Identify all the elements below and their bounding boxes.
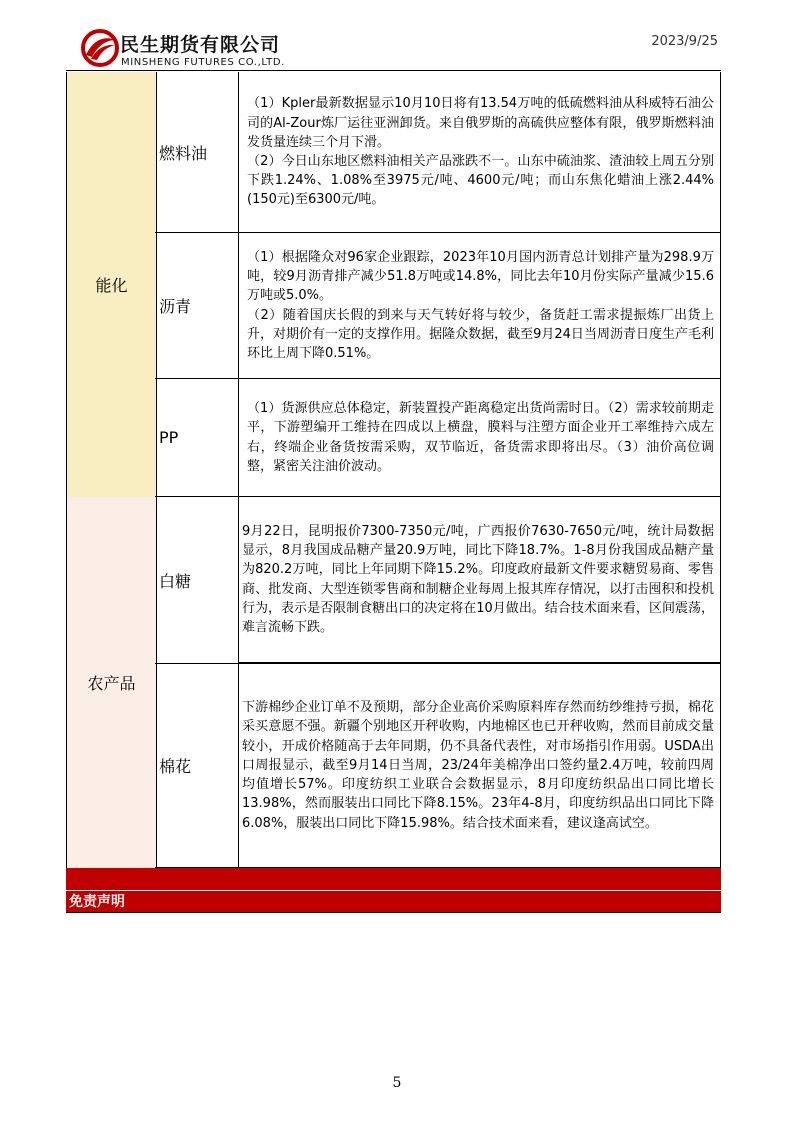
commentary-text: 9月22日，昆明报价7300-7350元/吨，广西报价7630-7650元/吨，统计局数据显示，8月我国成品糖产量20.9万吨，同比下降18.7%。1-8月份我国成品糖产量为820.2万吨，同比上年同期下降15.2%。印度政府最新文件要求糖贸易商、零售商、批发商、大型连锁零售商和制糖企业每周上报其库存情况，以打击囤积和投机行为，表示是否限制食糖出口的决定将在10月做出。结合技术面来看，区间震荡，难言流畅下跌。 bbox=[242, 523, 714, 635]
header-rule bbox=[66, 70, 721, 71]
commentary-pp bbox=[239, 379, 721, 497]
disclaimer-heading: 免责声明 bbox=[66, 891, 721, 913]
product-pp: PP bbox=[155, 379, 239, 497]
commentary-text: （1）根据隆众对96家企业跟踪，2023年10月国内沥青总计划排产量为298.9万吨，较9月沥青排产减少51.8万吨或14.8%，同比去年10月份实际产量减少15.6万吨或5.0%。 （2）随着国庆长假的到来与天气转好将与较少，备货赶工需求提振炼厂出货上升，对期价有一定的支撑作用。据隆众数据，截至9月24日当周沥青日度生产毛利环比上周下降0.51%。 bbox=[247, 249, 714, 361]
commentary-text: （1）货源供应总体稳定，新装置投产距离稳定出货尚需时日。（2）需求较前期走平，下游塑编开工维持在四成以上横盘，膜料与注塑方面企业开工率维持六成左右，终端企业备货按需采购，双节临近，备货需求即将出尽。（3）油价高位调整，紧密关注油价波动。 bbox=[247, 401, 714, 474]
page-header bbox=[0, 0, 794, 72]
report-date: 2023/9/25 bbox=[651, 34, 718, 49]
commentary-text: 下游棉纱企业订单不及预期，部分企业高价采购原料库存然而纺纱维持亏损，棉花采买意愿不强。新疆个别地区开秤收购，内地棉区也已开秤收购，然而目前成交量较小，开成价格随高于去年同期，仍不具备代表性，对市场指引作用弱。USDA出口周报显示，截至9月14日当周，23/24年美棉净出口签约量2.4万吨，较前四周均值增长57%。印度纺织工业联合会数据显示，8月印度纺织品出口同比增长13.98%，然而服装出口同比下降8.15%。23年4-8月，印度纺织品出口同比下降6.08%，服装出口同比下降15.98%。结合技术面来看，建议逢高试空。 bbox=[242, 700, 714, 831]
commentary-asphalt bbox=[239, 233, 721, 379]
company-name-en: MINSHENG FUTURES CO.,LTD. bbox=[121, 57, 285, 68]
commentary-text: （1）Kpler最新数据显示10月10日将有13.54万吨的低硫燃料油从科威特石油公司的Al-Zour炼厂运往亚洲卸货。来自俄罗斯的高硫供应整体有限，俄罗斯燃料油发货量连续三个月下滑。 （2）今日山东地区燃料油相关产品涨跌不一。山东中硫油浆、渣油较上周五分别下跌1.24%、1.08%至3975元/吨、4600元/吨；而山东焦化蜡油上涨2.44%(150元)至6300元/吨。 bbox=[247, 96, 714, 208]
commentary-fuel-oil bbox=[239, 72, 721, 233]
category-energy-chemical: 能化 bbox=[66, 72, 157, 498]
commentary-cotton bbox=[239, 664, 721, 868]
commentary-sugar bbox=[239, 497, 721, 664]
page-number: 5 bbox=[392, 1075, 402, 1091]
category-agricultural: 农产品 bbox=[66, 497, 157, 869]
product-cotton: 棉花 bbox=[155, 664, 239, 868]
product-fuel-oil: 燃料油 bbox=[155, 72, 239, 233]
product-asphalt: 沥青 bbox=[155, 233, 239, 379]
minsheng-logo-icon bbox=[80, 28, 120, 68]
company-name-cn: 民生期货有限公司 bbox=[120, 34, 281, 56]
product-sugar: 白糖 bbox=[155, 497, 239, 664]
commodity-table bbox=[66, 72, 721, 918]
red-divider-bar bbox=[66, 868, 721, 891]
